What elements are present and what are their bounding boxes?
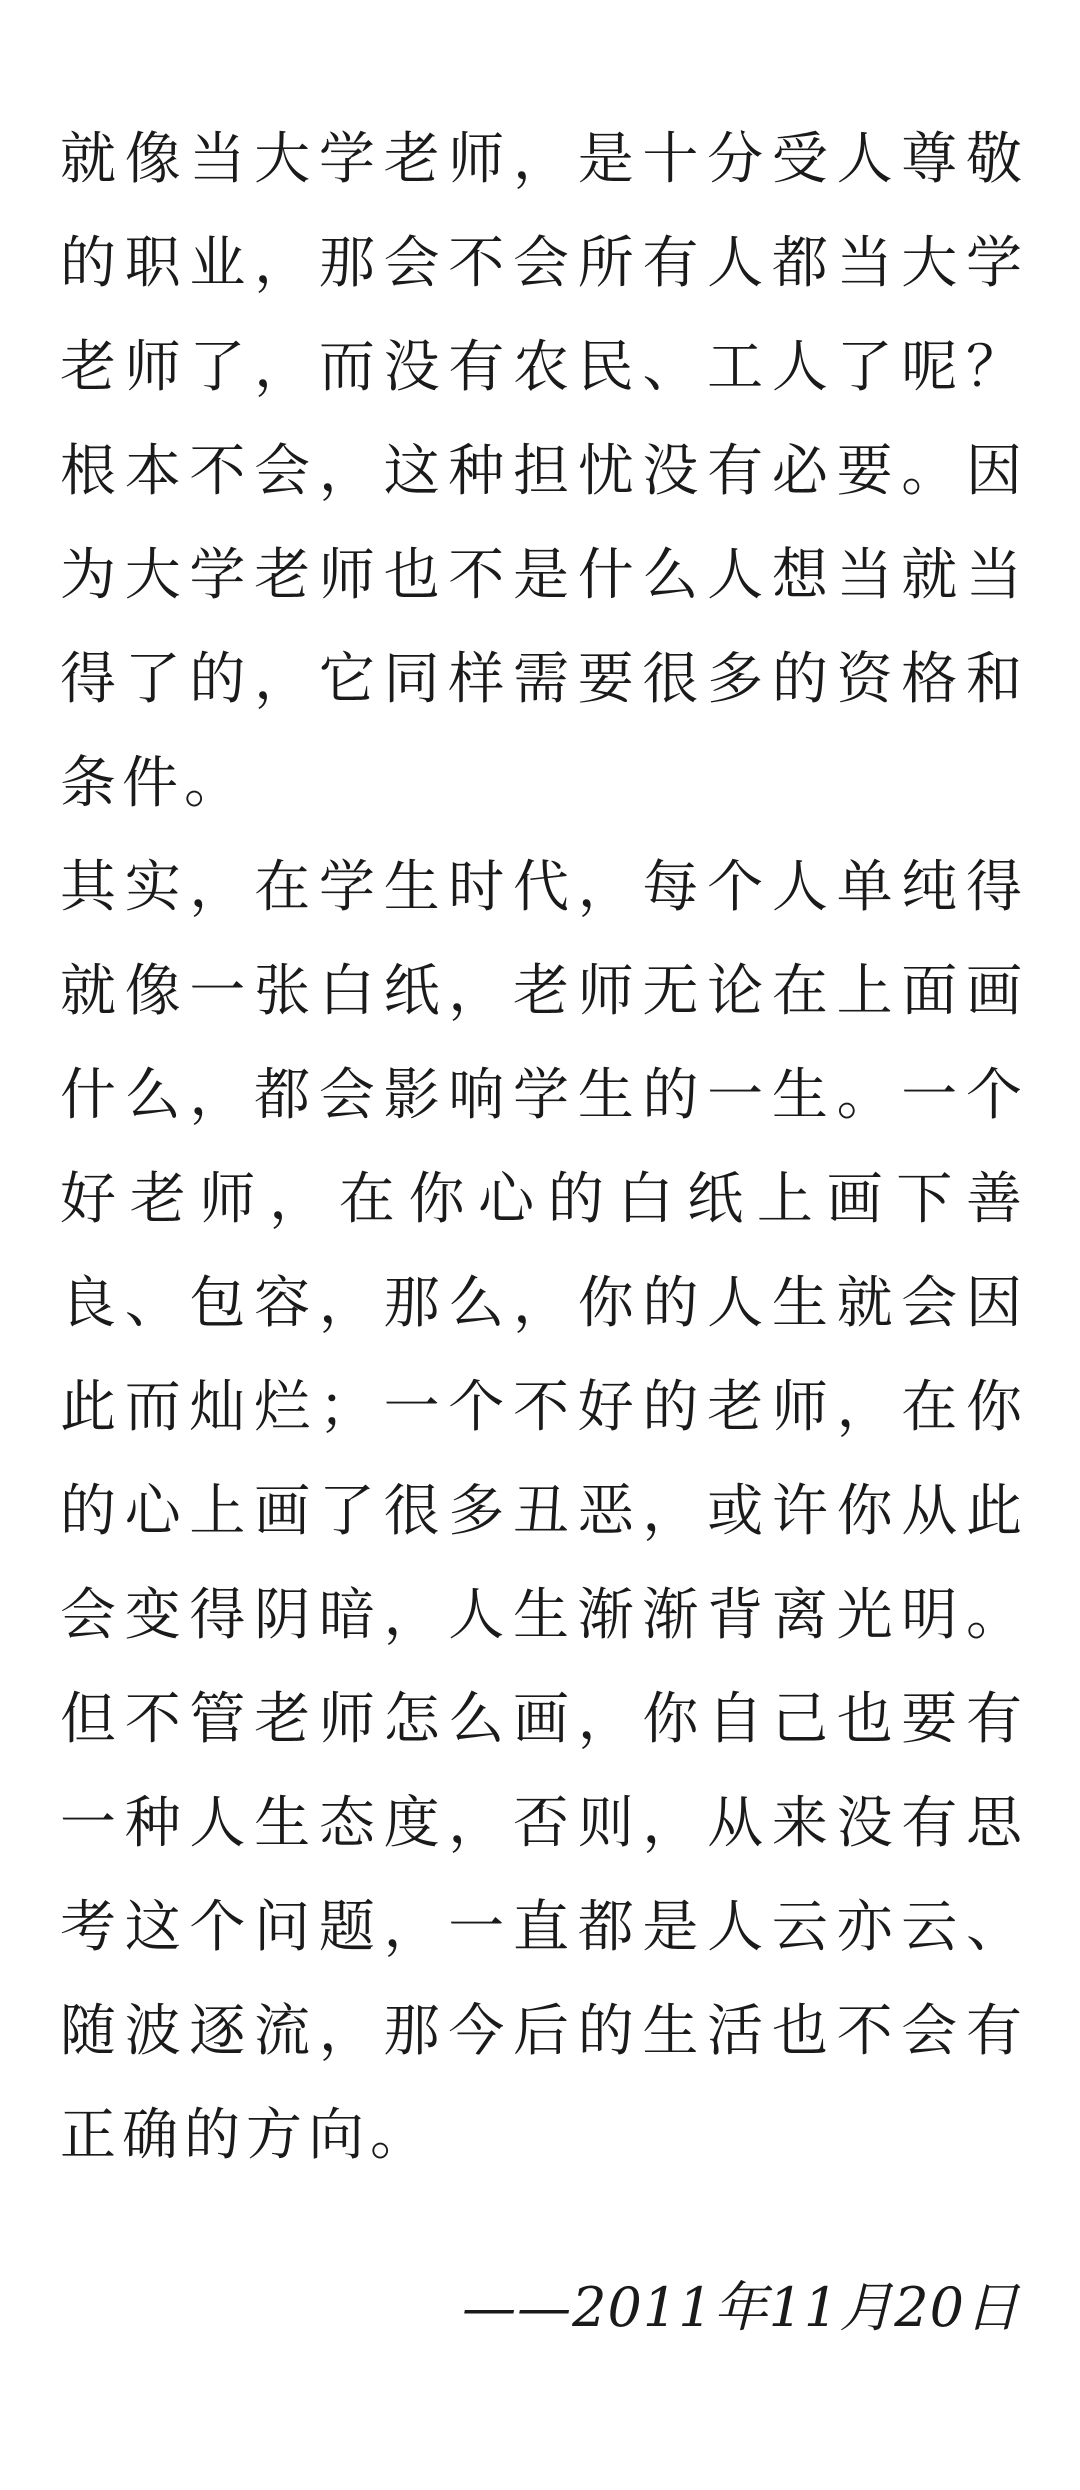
date-signature: ——2011年11月20日 [462,2276,1020,2339]
paragraph-2: 其实，在学生时代，每个人单纯得就像一张白纸，老师无论在上面画什么，都会影响学生的一生。一个好老师，在你心的白纸上画下善良、包容，那么，你的人生就会因此而灿烂；一个不好的老师，在你的心上画了很多丑恶，或许你从此会变得阴暗，人生渐渐背离光明。但不管老师怎么画，你自己也要有一种人生态度，否则，从来没有思考这个问题，一直都是人云亦云、随波逐流，那今后的生活也不会有正确的方向。 [60,855,1028,2168]
paragraph-1: 就像当大学老师，是十分受人尊敬的职业，那会不会所有人都当大学老师了，而没有农民、工人了呢？根本不会，这种担忧没有必要。因为大学老师也不是什么人想当就当得了的，它同样需要很多的资格和条件。 [60,127,1028,816]
